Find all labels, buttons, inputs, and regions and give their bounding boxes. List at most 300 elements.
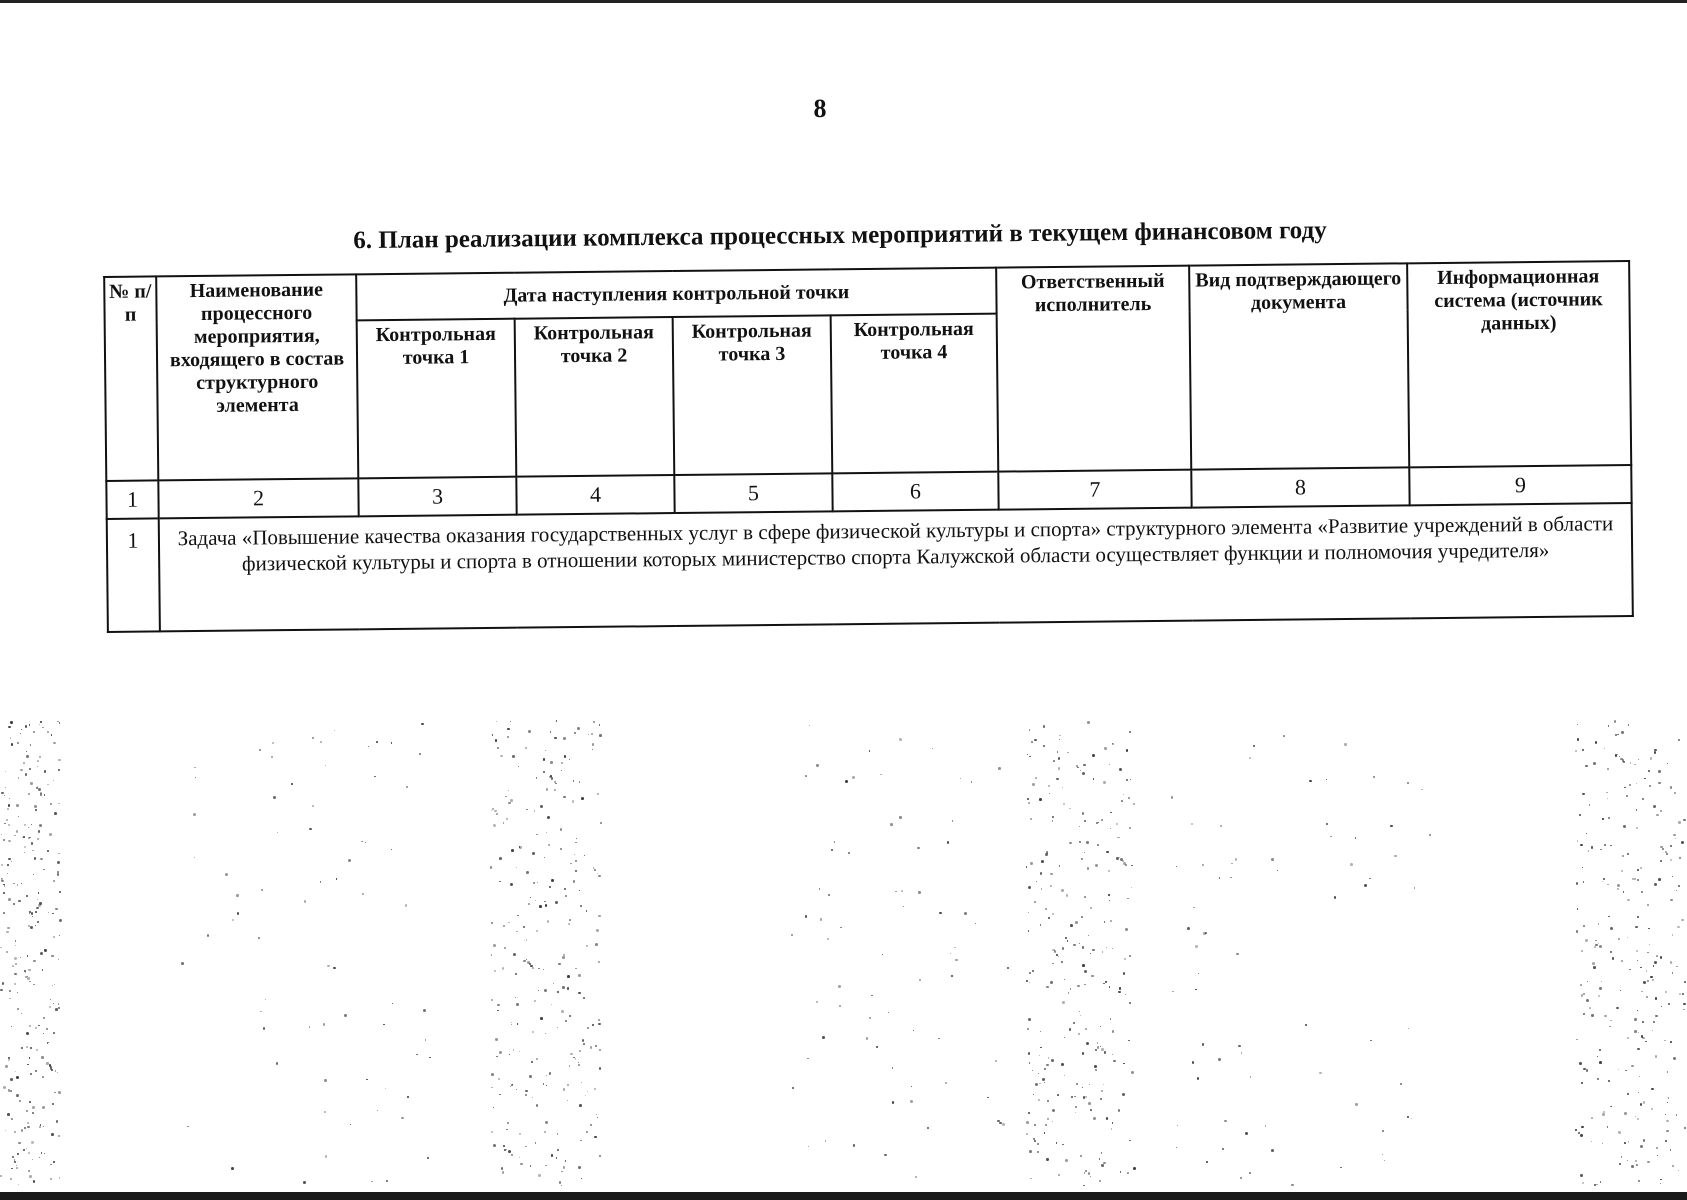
scan-speck <box>569 919 571 921</box>
scan-speck <box>1678 821 1681 824</box>
scan-speck <box>493 1107 495 1109</box>
task-description: Задача «Повышение качества оказания государственных услуг в сфере физической культуры и спорта» структурного элемента «Развитие учреждений в области физической культуры и спорта в отношении которых министерство спорта Калужской области осуществляет функции и полномочия учредителя» <box>159 503 1633 631</box>
scan-speck <box>1660 1183 1662 1185</box>
scan-speck <box>43 1017 45 1019</box>
scan-speck <box>1056 778 1058 780</box>
scan-speck <box>1110 828 1111 829</box>
scan-speck <box>1283 735 1285 737</box>
scan-speck <box>592 1024 595 1027</box>
scan-speck <box>1044 1082 1045 1083</box>
scan-speck <box>1595 741 1597 743</box>
scan-speck <box>545 750 546 751</box>
scan-speck <box>1131 1071 1134 1074</box>
scan-speck <box>41 1152 42 1153</box>
scan-speck <box>1373 776 1375 778</box>
scan-speck <box>1118 991 1120 993</box>
scan-speck <box>1676 890 1677 891</box>
scan-speck <box>58 1091 61 1094</box>
scan-speck <box>1617 754 1618 755</box>
scan-speck <box>495 739 498 742</box>
scan-speck <box>581 1082 582 1083</box>
scan-speck <box>517 1023 519 1025</box>
scan-speck <box>1414 887 1415 888</box>
scan-speck <box>1103 1084 1104 1085</box>
scan-speck <box>1635 926 1637 928</box>
header-control-point-3: Контрольная точка 3 <box>673 315 833 475</box>
scan-speck <box>840 927 841 928</box>
scan-speck <box>37 921 39 923</box>
scan-speck <box>1250 1076 1252 1078</box>
scan-speck <box>917 847 919 849</box>
scan-speck <box>44 1153 45 1154</box>
scan-speck <box>1235 858 1238 861</box>
scan-speck <box>1202 864 1203 865</box>
scan-speck <box>1028 1018 1031 1021</box>
scan-speck <box>1599 987 1602 990</box>
scan-speck <box>1662 848 1664 850</box>
scan-speck <box>1090 1176 1091 1177</box>
scan-speck <box>1058 757 1060 759</box>
scan-speck <box>1030 862 1033 865</box>
scan-speck <box>1580 984 1582 986</box>
scan-speck <box>1129 1140 1131 1142</box>
plan-table <box>103 260 1634 633</box>
scan-speck <box>26 1148 27 1149</box>
scan-speck <box>1618 1131 1621 1134</box>
scan-speck <box>8 804 11 807</box>
scan-speck <box>23 836 25 838</box>
scan-speck <box>1206 1161 1208 1163</box>
scan-speck <box>1129 731 1131 733</box>
scan-speck <box>1040 924 1041 925</box>
scan-speck <box>1594 946 1596 948</box>
scan-speck <box>1238 1045 1240 1047</box>
scan-speck <box>1591 1117 1594 1120</box>
scan-speck <box>36 1049 38 1051</box>
scan-speck <box>27 1064 29 1066</box>
scan-speck <box>405 904 408 907</box>
scan-speck <box>1082 812 1085 815</box>
scan-speck <box>1050 873 1053 876</box>
scan-speck <box>1084 852 1086 854</box>
scan-speck <box>599 734 602 737</box>
scan-speck <box>263 1027 266 1030</box>
scan-speck <box>561 1010 564 1013</box>
scan-speck <box>1058 956 1060 958</box>
scan-speck <box>1044 1068 1046 1070</box>
scan-speck <box>1638 1180 1640 1182</box>
plan-table-container <box>103 260 1632 633</box>
scan-speck <box>530 897 531 898</box>
scan-speck <box>1577 908 1578 909</box>
scan-speck <box>16 804 19 807</box>
scan-speck <box>271 756 273 758</box>
scan-speck <box>1585 939 1588 942</box>
scan-speck <box>1635 1116 1636 1117</box>
scan-speck <box>1654 751 1657 754</box>
scan-speck <box>591 733 593 735</box>
scan-speck <box>1029 1150 1032 1153</box>
scan-speck <box>1098 822 1099 823</box>
scan-speck <box>6 931 9 934</box>
scan-speck <box>260 1011 261 1012</box>
scan-speck <box>493 944 496 947</box>
scan-speck <box>1058 1174 1060 1176</box>
scan-speck <box>1619 756 1620 757</box>
scan-speck <box>1034 739 1037 742</box>
scan-speck <box>530 1165 532 1167</box>
scan-speck <box>1083 1096 1086 1099</box>
scan-speck <box>57 861 60 864</box>
scan-speck <box>1634 764 1635 765</box>
scan-speck <box>563 1166 566 1169</box>
scan-speck <box>1040 1047 1041 1048</box>
scan-speck <box>1609 1026 1610 1027</box>
scan-speck <box>32 916 33 917</box>
scan-speck <box>1100 1046 1101 1047</box>
scan-speck <box>822 1036 825 1039</box>
scan-speck <box>1666 853 1668 855</box>
scan-speck <box>892 1067 893 1068</box>
scan-speck <box>1077 985 1079 987</box>
scan-speck <box>579 1050 581 1052</box>
scan-speck <box>1088 1172 1091 1175</box>
scan-speck <box>530 965 532 967</box>
scan-speck <box>31 824 32 825</box>
scan-speck <box>1192 1061 1194 1063</box>
scan-speck <box>1583 993 1585 995</box>
scan-speck <box>33 1180 35 1182</box>
scan-speck <box>545 1165 546 1166</box>
scan-speck <box>539 905 542 908</box>
scan-speck <box>590 1046 593 1049</box>
scan-speck <box>1665 1140 1667 1142</box>
scan-speck <box>597 793 599 795</box>
scan-speck <box>1637 879 1638 880</box>
scan-speck <box>1101 1048 1104 1051</box>
scan-speck <box>1602 1143 1603 1144</box>
scan-speck <box>918 891 921 894</box>
scan-speck <box>1108 870 1110 872</box>
scan-speck <box>1583 881 1585 883</box>
scan-speck <box>1643 1101 1646 1104</box>
scan-speck <box>1081 858 1083 860</box>
scan-speck <box>546 1085 547 1086</box>
scan-speck <box>16 1165 17 1166</box>
scan-speck <box>1101 1152 1103 1154</box>
scan-speck <box>1124 958 1126 960</box>
scan-speck <box>557 991 559 993</box>
scan-speck <box>1604 844 1606 846</box>
scan-speck <box>1028 930 1030 932</box>
scan-speck <box>545 1121 548 1124</box>
scan-speck <box>16 1167 18 1169</box>
scan-speck <box>1133 803 1136 806</box>
scan-speck <box>554 781 556 783</box>
scan-speck <box>1123 794 1124 795</box>
scan-speck <box>599 1155 601 1157</box>
scan-speck <box>9 798 11 800</box>
scan-speck <box>819 888 820 889</box>
scan-speck <box>1053 760 1055 762</box>
scan-speck <box>181 962 184 965</box>
scan-speck <box>497 1004 500 1007</box>
scan-speck <box>519 846 522 849</box>
scan-speck <box>1634 1030 1637 1033</box>
scan-speck <box>503 822 504 823</box>
scan-speck <box>416 1054 417 1055</box>
scan-speck <box>1101 1164 1104 1167</box>
scan-speck <box>1075 1106 1077 1108</box>
scan-speck <box>1621 731 1623 733</box>
scan-speck <box>513 953 516 956</box>
scan-speck <box>9 998 10 999</box>
scan-speck <box>561 1171 563 1173</box>
scan-speck <box>366 1079 368 1081</box>
scan-speck <box>44 794 45 795</box>
scan-speck <box>523 926 525 928</box>
scan-speck <box>304 900 306 902</box>
scan-speck <box>1579 814 1581 816</box>
scan-speck <box>1642 798 1644 800</box>
scan-speck <box>1076 1083 1078 1085</box>
scan-speck <box>21 883 22 884</box>
scan-speck <box>54 812 57 815</box>
scan-speck <box>29 768 31 770</box>
scan-speck <box>805 775 807 777</box>
scan-speck <box>599 1067 602 1070</box>
scan-speck <box>1326 779 1328 781</box>
scan-speck <box>5 771 6 772</box>
scan-speck <box>555 783 557 785</box>
scan-speck <box>1369 878 1370 879</box>
scan-speck <box>1052 963 1054 965</box>
scan-speck <box>549 1072 551 1074</box>
scan-speck <box>1668 1003 1670 1005</box>
scan-speck <box>1617 888 1619 890</box>
scan-speck <box>16 1076 19 1079</box>
scan-speck <box>258 937 260 939</box>
scan-speck <box>1599 1061 1602 1064</box>
scan-speck <box>1028 1112 1029 1113</box>
scan-speck <box>579 781 581 783</box>
scan-speck <box>516 1089 517 1090</box>
scan-speck <box>1067 752 1068 753</box>
scan-speck <box>913 1030 914 1031</box>
scan-speck <box>8 824 10 826</box>
scan-speck <box>58 853 59 854</box>
scan-speck <box>491 954 493 956</box>
scan-speck <box>975 923 976 924</box>
scan-speck <box>1640 1145 1643 1148</box>
scan-speck <box>58 959 59 960</box>
scan-speck <box>1029 756 1031 758</box>
scan-speck <box>1064 979 1065 980</box>
scan-speck <box>1026 980 1028 982</box>
scan-speck <box>1636 783 1637 784</box>
scan-speck <box>1670 859 1672 861</box>
scan-speck <box>807 1058 809 1060</box>
scan-speck <box>573 780 574 781</box>
scan-speck <box>581 1178 582 1179</box>
scan-speck <box>1653 965 1655 967</box>
scan-speck <box>550 761 552 763</box>
scan-speck <box>598 961 600 963</box>
scan-speck <box>362 893 364 895</box>
scan-speck <box>1624 787 1625 788</box>
scan-speck <box>536 930 538 932</box>
scan-speck <box>43 869 44 870</box>
scan-speck <box>1084 984 1085 985</box>
scan-speck <box>1586 833 1587 834</box>
scan-speck <box>1030 818 1032 820</box>
scan-speck <box>49 833 52 836</box>
scan-speck <box>1681 919 1683 921</box>
scan-speck <box>1607 768 1609 770</box>
scan-speck <box>1636 809 1637 810</box>
scan-speck <box>555 901 558 904</box>
scan-speck <box>1121 800 1123 802</box>
scan-speck <box>792 1087 794 1089</box>
scan-speck <box>557 1149 558 1150</box>
scan-speck <box>526 809 527 810</box>
scan-speck <box>323 1023 326 1026</box>
scan-speck <box>429 1057 431 1059</box>
scan-speck <box>12 965 14 967</box>
scan-speck <box>1036 881 1037 882</box>
scan-speck <box>15 1071 16 1072</box>
scan-speck <box>509 1054 510 1055</box>
scan-speck <box>1120 1171 1121 1172</box>
scan-speck <box>1087 867 1089 869</box>
scan-speck <box>497 1010 499 1012</box>
scan-speck <box>938 1038 939 1039</box>
scan-speck <box>52 1103 54 1105</box>
scan-speck <box>31 912 34 915</box>
scan-speck <box>499 857 502 860</box>
scan-speck <box>1602 881 1603 882</box>
scan-speck <box>1585 765 1587 767</box>
scan-speck <box>563 1088 566 1091</box>
scan-speck <box>1046 851 1048 853</box>
scan-speck <box>1218 1058 1221 1061</box>
scan-speck <box>492 808 494 810</box>
scan-speck <box>273 796 276 799</box>
scan-speck <box>51 955 54 958</box>
scan-speck <box>827 938 829 940</box>
scan-speck <box>1600 849 1601 850</box>
scan-speck <box>503 925 505 927</box>
scan-speck <box>27 955 28 956</box>
scan-speck <box>1087 721 1090 724</box>
scan-speck <box>1648 928 1650 930</box>
scan-speck <box>1678 1170 1679 1171</box>
scan-speck <box>561 770 562 771</box>
scan-speck <box>29 981 30 982</box>
column-number-5: 5 <box>674 473 832 513</box>
scan-speck <box>515 997 516 998</box>
scan-speck <box>1091 975 1093 977</box>
scan-speck <box>1617 884 1620 887</box>
scan-speck <box>1034 1138 1035 1139</box>
scan-speck <box>1104 747 1107 750</box>
scan-speck <box>1684 1127 1686 1129</box>
scan-speck <box>869 750 871 752</box>
scan-speck <box>1056 1142 1058 1144</box>
scan-speck <box>1621 1156 1622 1157</box>
scan-speck <box>809 725 811 727</box>
scan-speck <box>42 1076 44 1078</box>
scan-speck <box>23 1149 26 1152</box>
scan-speck <box>391 849 393 851</box>
scan-speck <box>551 879 553 881</box>
scan-speck <box>392 1003 393 1004</box>
scan-speck <box>21 1047 23 1049</box>
scan-speck <box>491 810 492 811</box>
scan-speck <box>1670 1149 1671 1150</box>
scan-speck <box>1614 720 1616 722</box>
scan-speck <box>21 1129 23 1131</box>
scan-speck <box>560 828 563 831</box>
scan-speck <box>1027 798 1029 800</box>
scan-speck <box>1664 1040 1666 1042</box>
scan-speck <box>1660 1179 1662 1181</box>
scan-speck <box>29 913 30 914</box>
scan-speck <box>0 947 2 949</box>
scan-speck <box>1103 781 1106 784</box>
column-number-2: 2 <box>158 478 358 518</box>
scan-speck <box>35 809 37 811</box>
scan-speck <box>1110 812 1112 814</box>
scan-speck <box>1586 1069 1589 1072</box>
table-row <box>107 503 1633 632</box>
scan-speck <box>187 1126 188 1127</box>
scan-speck <box>46 1028 48 1030</box>
scan-speck <box>543 758 546 761</box>
scan-speck <box>16 1094 19 1097</box>
scan-speck <box>549 886 552 889</box>
scan-speck <box>594 1088 596 1090</box>
scan-speck <box>1660 860 1662 862</box>
scan-bottom-edge <box>0 1192 1687 1200</box>
column-number-9: 9 <box>1409 465 1631 505</box>
scan-speck <box>1665 991 1667 993</box>
scan-speck <box>1073 944 1076 947</box>
scan-speck <box>44 949 47 952</box>
scan-speck <box>1591 1141 1592 1142</box>
scan-speck <box>1035 777 1038 780</box>
scan-speck <box>336 878 337 879</box>
scan-speck <box>1112 1054 1113 1055</box>
scan-speck <box>536 777 538 779</box>
scan-speck <box>383 1024 384 1025</box>
scan-speck <box>8 1059 11 1062</box>
scan-speck <box>506 818 508 820</box>
scan-speck <box>1647 952 1648 953</box>
scan-speck <box>1642 1021 1644 1023</box>
scan-speck <box>38 788 41 791</box>
scan-speck <box>529 1075 532 1078</box>
scan-speck <box>545 904 547 906</box>
scan-speck <box>1069 808 1070 809</box>
scan-speck <box>580 905 582 907</box>
scan-speck <box>1080 770 1081 771</box>
scan-speck <box>1070 988 1072 990</box>
scan-speck <box>598 1023 600 1025</box>
scan-speck <box>19 1100 21 1102</box>
scan-speck <box>587 1091 589 1093</box>
scan-speck <box>528 903 530 905</box>
